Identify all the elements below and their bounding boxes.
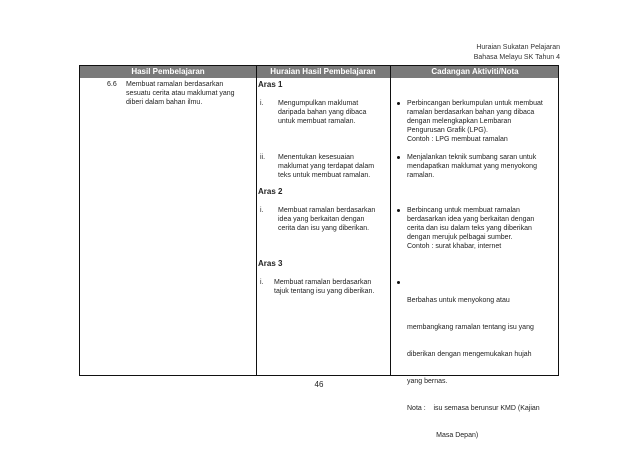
bullet-icon	[397, 102, 400, 105]
activity-note: Perbincangan berkumpulan untuk membuat ramalan berdasarkan bahan yang dibaca dengan melengkapkan Lembaran Pengurusan Grafik (LPG). Contoh : LPG membuat ramalan	[407, 100, 543, 143]
bullet-icon	[397, 281, 400, 284]
activity-note: Berbahas untuk menyokong atau membangkang ramalan tentang isu yang diberikan dengan mengemukakan hujah yang bernas. Nota : isu semasa berunsur KMD (Kajian Masa Depan)	[407, 297, 540, 439]
level-title-aras-1: Aras 1	[258, 80, 283, 89]
bullet-icon	[397, 156, 400, 159]
column-divider	[390, 66, 391, 375]
activity-note: Menjalankan teknik sumbang saran untuk mendapatkan maklumat yang menyokong ramalan.	[407, 154, 537, 179]
table-header-row	[80, 66, 558, 78]
bullet-icon	[397, 209, 400, 212]
item-description: Membuat ramalan berdasarkan tajuk tentang isu yang diberikan.	[274, 279, 375, 295]
item-number: i.	[260, 100, 264, 107]
column-header-cadangan: Cadangan Aktiviti/Nota	[431, 67, 519, 76]
header-line-1: Huraian Sukatan Pelajaran	[476, 44, 560, 51]
page-number: 46	[314, 380, 324, 389]
column-header-hasil: Hasil Pembelajaran	[131, 67, 205, 76]
level-title-aras-2: Aras 2	[258, 187, 283, 196]
column-header-huraian: Huraian Hasil Pembelajaran	[270, 67, 376, 76]
activity-note: Berbincang untuk membuat ramalan berdasarkan idea yang berkaitan dengan cerita dan isu dalam teks yang diberikan dengan merujuk pelbagai sumber. Contoh : surat khabar, internet	[407, 207, 535, 250]
item-description: Membuat ramalan berdasarkan idea yang berkaitan dengan cerita dan isu yang diberikan.	[278, 207, 376, 232]
column-divider	[256, 66, 257, 375]
item-number: i.	[260, 207, 264, 214]
document-header	[474, 43, 560, 63]
item-description: Mengumpulkan maklumat daripada bahan yang dibaca untuk membuat ramalan.	[278, 100, 367, 125]
item-description: Menentukan kesesuaian maklumat yang terdapat dalam teks untuk membuat ramalan.	[278, 154, 375, 179]
hp-description: Membuat ramalan berdasarkan sesuatu cerita atau maklumat yang diberi dalam bahan ilmu.	[126, 81, 235, 106]
item-number: i.	[260, 279, 264, 286]
header-line-2: Bahasa Melayu SK Tahun 4	[473, 54, 560, 61]
hp-code: 6.6	[107, 81, 117, 88]
level-title-aras-3: Aras 3	[258, 259, 283, 268]
item-number: ii.	[260, 154, 266, 161]
